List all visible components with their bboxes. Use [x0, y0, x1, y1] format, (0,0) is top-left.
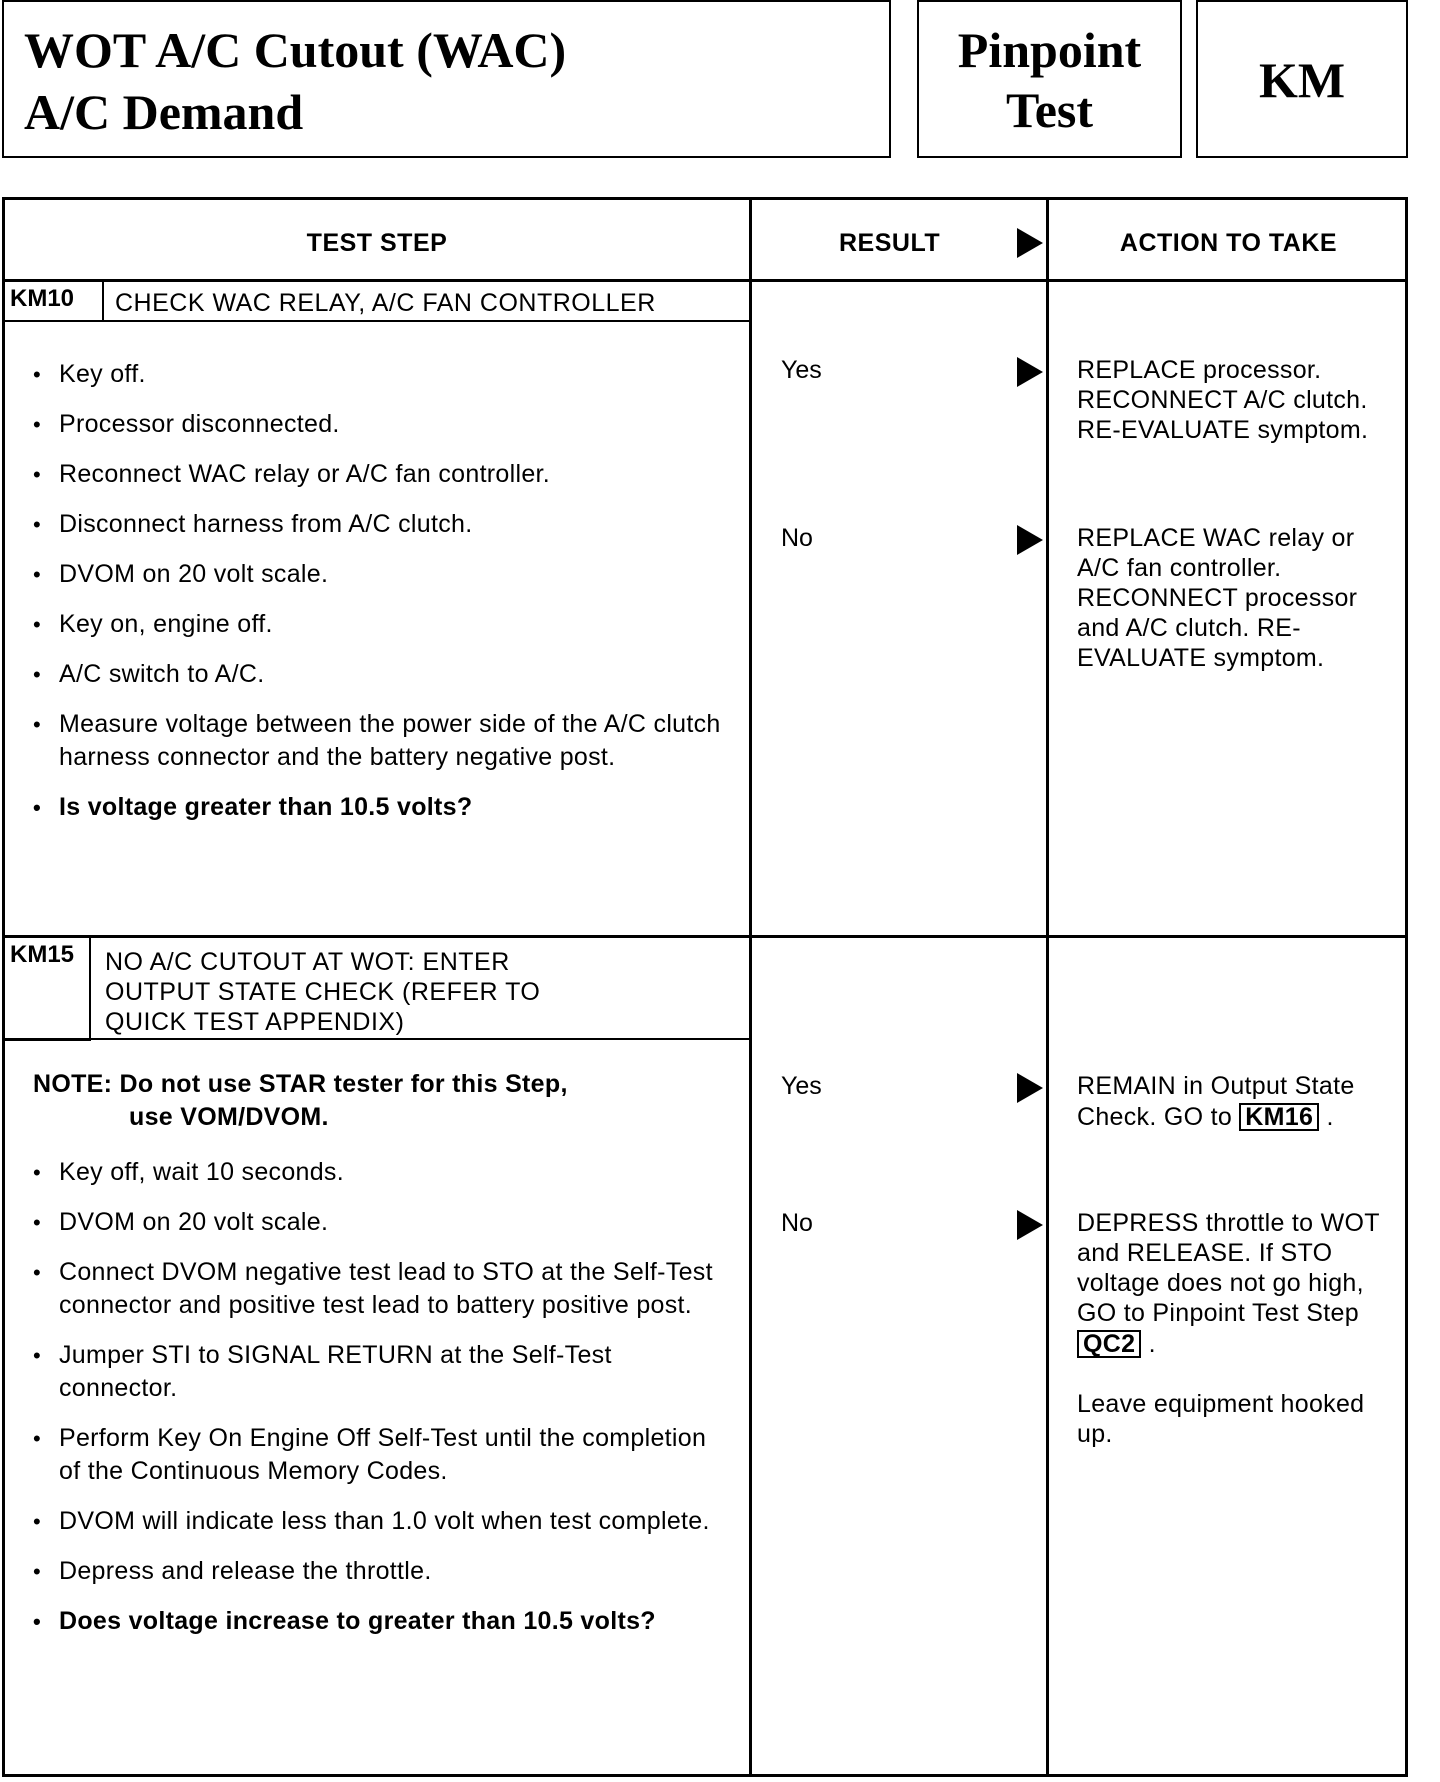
list-item: • Disconnect harness from A/C clutch. [33, 508, 723, 541]
action-text-after: . [1148, 1330, 1156, 1358]
test-code: KM [1258, 52, 1346, 108]
list-item: • Jumper STI to SIGNAL RETURN at the Self-Test connector. [33, 1339, 723, 1405]
step-title-divider [5, 1038, 749, 1040]
action-yes [1077, 1071, 1395, 1132]
action-text [1077, 1071, 1395, 1132]
pinpoint-table [2, 197, 1408, 1777]
column-divider [1046, 200, 1049, 1774]
action-text [1077, 1208, 1395, 1359]
list-item: • Depress and release the throttle. [33, 1555, 723, 1588]
list-item: • Perform Key On Engine Off Self-Test until the completion of the Continuous Memory Codes. [33, 1422, 723, 1488]
column-header-test-step: TEST STEP [306, 229, 448, 257]
test-type-line2: Test [1005, 82, 1094, 138]
action-yes [1077, 355, 1395, 445]
note-line: use VOM/DVOM. [129, 1103, 329, 1131]
step-title-divider [5, 320, 749, 322]
action-extra: Leave equipment hooked up. [1077, 1390, 1365, 1448]
step-instructions [33, 1156, 723, 1655]
action-text: REPLACE WAC relay or A/C fan controller. RECONNECT processor and A/C clutch. RE-EVALUATE symptom. [1077, 524, 1358, 672]
step-reference-km16[interactable]: KM16 [1239, 1103, 1319, 1131]
page-subtitle: A/C Demand [24, 84, 304, 140]
step-row-divider [5, 935, 1405, 938]
step-question: • Does voltage increase to greater than 10.5 volts? [33, 1605, 723, 1638]
arrow-icon [1017, 1210, 1043, 1240]
action-no [1077, 523, 1395, 673]
step-note [33, 1068, 733, 1134]
arrow-icon [1017, 357, 1043, 387]
test-type-line1: Pinpoint [957, 22, 1142, 78]
step-question: • Is voltage greater than 10.5 volts? [33, 791, 723, 824]
result-no: No [781, 524, 813, 552]
step-title-line: OUTPUT STATE CHECK (REFER TO [105, 978, 541, 1006]
list-item: • Key off, wait 10 seconds. [33, 1156, 723, 1189]
arrow-icon [1017, 1073, 1043, 1103]
action-text-main: DEPRESS throttle to WOT and RELEASE. If STO voltage does not go high, GO to Pinpoint Test Step [1077, 1209, 1380, 1327]
result-yes: Yes [781, 356, 822, 384]
step-title-line: NO A/C CUTOUT AT WOT: ENTER [105, 948, 510, 976]
list-item: • Processor disconnected. [33, 408, 723, 441]
list-item: • Connect DVOM negative test lead to STO at the Self-Test connector and positive test lead to battery positive post. [33, 1256, 723, 1322]
column-header-result: RESULT [839, 229, 941, 257]
result-no: No [781, 1209, 813, 1237]
step-id-tag: KM15 [5, 938, 91, 1041]
list-item: • Key off. [33, 358, 723, 391]
step-instructions [33, 358, 723, 841]
column-divider [749, 200, 752, 1774]
arrow-icon [1017, 525, 1043, 555]
list-item: • Reconnect WAC relay or A/C fan controller. [33, 458, 723, 491]
test-type-box [917, 0, 1182, 158]
note-line: NOTE: Do not use STAR tester for this Step, [33, 1070, 568, 1098]
title-box [2, 0, 891, 158]
test-code-box [1196, 0, 1408, 158]
list-item: • Measure voltage between the power side of the A/C clutch harness connector and the battery negative post. [33, 708, 723, 774]
action-text-main: REMAIN in Output State Check. GO to [1077, 1072, 1355, 1131]
page-title: WOT A/C Cutout (WAC) [24, 22, 567, 78]
arrow-icon [1017, 228, 1043, 258]
result-yes: Yes [781, 1072, 822, 1100]
step-id-tag: KM10 [5, 282, 104, 322]
list-item: • DVOM on 20 volt scale. [33, 558, 723, 591]
list-item: • DVOM on 20 volt scale. [33, 1206, 723, 1239]
list-item: • Key on, engine off. [33, 608, 723, 641]
action-text-after: . [1326, 1103, 1334, 1131]
step-reference-qc2[interactable]: QC2 [1077, 1330, 1141, 1358]
header-row-divider [5, 279, 1405, 282]
step-title-line: QUICK TEST APPENDIX) [105, 1008, 405, 1036]
list-item: • A/C switch to A/C. [33, 658, 723, 691]
list-item: • DVOM will indicate less than 1.0 volt when test complete. [33, 1505, 723, 1538]
column-header-action: ACTION TO TAKE [1119, 229, 1338, 257]
step-title [105, 947, 540, 1037]
action-no [1077, 1208, 1395, 1449]
step-title: CHECK WAC RELAY, A/C FAN CONTROLLER [115, 289, 656, 317]
action-text: REPLACE processor. RECONNECT A/C clutch. RE-EVALUATE symptom. [1077, 356, 1369, 444]
